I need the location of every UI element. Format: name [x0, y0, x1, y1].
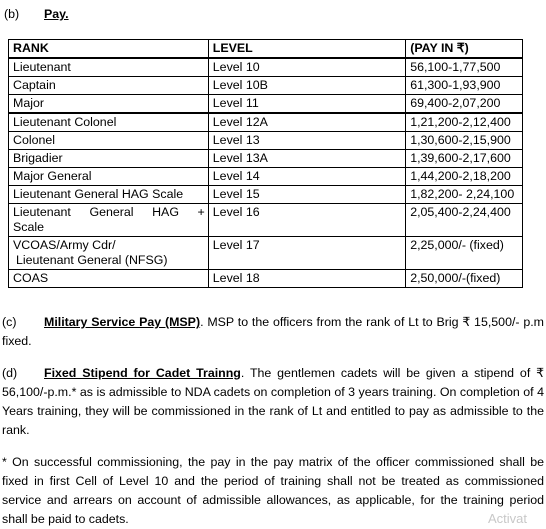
- table-header-row: [9, 40, 523, 59]
- section-b-heading: [4, 7, 69, 21]
- rank-word: General: [89, 205, 134, 219]
- table-row: [9, 95, 523, 114]
- level-cell: Level 10: [208, 58, 405, 77]
- table-row: [9, 270, 523, 288]
- section-d-text: . The gentlemen cadets will be given a stipend of ₹ 56,100/-p.m.* as is admissible to NDA cadets on completion of 3 years training. On completion of 4 Years training, they will be commissioned in the rank of Lt and entitled to pay as admissible to the rank.: [2, 366, 544, 437]
- header-level: LEVEL: [208, 40, 405, 59]
- rank-cell: Colonel: [9, 132, 209, 150]
- rank-cell: Major: [9, 95, 209, 114]
- rank-line-2: Lieutenant General (NFSG): [16, 253, 168, 267]
- section-b-number: (b): [4, 7, 20, 21]
- level-cell: Level 17: [208, 237, 405, 270]
- rank-cell: Lieutenant Colonel: [9, 113, 209, 132]
- section-d-number: (d): [2, 366, 18, 380]
- rank-line-1: [13, 205, 205, 220]
- table-row: [9, 77, 523, 95]
- footnote-paragraph: * On successful commissioning, the pay in the pay matrix of the officer commissioned shall be fixed in first Cell of Level 10 and the period of training shall not be treated as commissioned service and arrears on account of admissible allowances, as applicable, for the training period shall be paid to cadets.: [2, 455, 544, 526]
- pay-cell: 56,100-1,77,500: [406, 58, 523, 77]
- table-row: [9, 132, 523, 150]
- table-row: [9, 204, 523, 237]
- rank-cell: COAS: [9, 270, 209, 288]
- rank-word: Lieutenant: [13, 205, 71, 219]
- pay-cell: 1,30,600-2,15,900: [406, 132, 523, 150]
- level-cell: Level 11: [208, 95, 405, 114]
- section-d-paragraph: [2, 364, 544, 440]
- pay-cell: 1,21,200-2,12,400: [406, 113, 523, 132]
- header-pay: (PAY IN ₹): [406, 40, 523, 59]
- pay-cell: 69,400-2,07,200: [406, 95, 523, 114]
- section-c-text: . MSP to the officers from the rank of Lt to Brig ₹ 15,500/- p.m fixed.: [2, 315, 545, 348]
- level-cell: Level 12A: [208, 113, 405, 132]
- activation-watermark: Activat: [488, 511, 528, 523]
- section-b-title: Pay.: [44, 7, 69, 21]
- rank-cell: Lieutenant General HAG Scale: [9, 186, 209, 204]
- pay-table: [8, 39, 523, 288]
- section-c-paragraph: [2, 313, 544, 351]
- pay-cell: 2,50,000/-(fixed): [406, 270, 523, 288]
- table-row: [9, 186, 523, 204]
- section-c-title: Military Service Pay (MSP): [44, 315, 201, 329]
- level-cell: Level 13: [208, 132, 405, 150]
- level-cell: Level 18: [208, 270, 405, 288]
- rank-line-1: VCOAS/Army Cdr/: [13, 238, 116, 252]
- rank-cell: Lieutenant: [9, 58, 209, 77]
- pay-cell: 2,25,000/- (fixed): [406, 237, 523, 270]
- pay-cell: 1,39,600-2,17,600: [406, 150, 523, 168]
- rank-cell: Brigadier: [9, 150, 209, 168]
- rank-cell: [9, 204, 209, 237]
- rank-line-2: Scale: [13, 220, 44, 234]
- level-cell: Level 15: [208, 186, 405, 204]
- rank-word: HAG: [152, 205, 179, 219]
- table-row: [9, 237, 523, 270]
- header-rank: RANK: [9, 40, 209, 59]
- level-cell: Level 10B: [208, 77, 405, 95]
- level-cell: Level 13A: [208, 150, 405, 168]
- rank-cell: [9, 237, 209, 270]
- pay-cell: 2,05,400-2,24,400: [406, 204, 523, 237]
- rank-cell: Major General: [9, 168, 209, 186]
- pay-cell: 1,82,200- 2,24,100: [406, 186, 523, 204]
- table-row: [9, 113, 523, 132]
- table-row: [9, 150, 523, 168]
- table-row: [9, 58, 523, 77]
- level-cell: Level 14: [208, 168, 405, 186]
- rank-word: +: [197, 205, 205, 219]
- rank-cell: Captain: [9, 77, 209, 95]
- section-c-number: (c): [2, 315, 17, 329]
- level-cell: Level 16: [208, 204, 405, 237]
- section-d-title: Fixed Stipend for Cadet Trainng: [44, 366, 241, 380]
- pay-cell: 1,44,200-2,18,200: [406, 168, 523, 186]
- pay-cell: 61,300-1,93,900: [406, 77, 523, 95]
- table-row: [9, 168, 523, 186]
